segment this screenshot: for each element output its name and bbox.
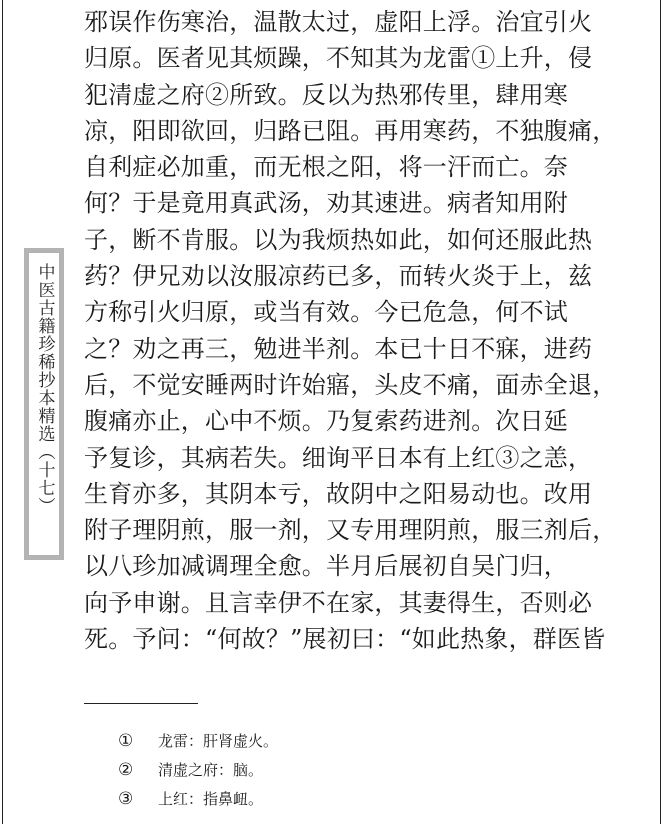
text-line: 归原。医者见其烦躁，不知其为龙雷①上升，侵	[84, 44, 593, 73]
footnote-1	[118, 727, 518, 756]
text-line: 予复诊，其病若失。细询平日本有上红③之恙，	[84, 443, 593, 472]
series-side-label	[24, 248, 64, 560]
text-line: 之？劝之再三，勉进半剂。本已十日不寐，进药	[84, 334, 593, 363]
page-edge-right	[660, 0, 661, 824]
footnote-marker: ③	[118, 789, 134, 809]
text-line: 子，断不肯服。以为我烦热如此，如何还服此热	[84, 225, 593, 254]
text-line: 方称引火归原，或当有效。今已危急，何不试	[84, 298, 568, 327]
main-text	[84, 4, 617, 657]
text-line: 药？伊兄劝以汝服凉药已多，而转火炎于上，兹	[84, 262, 593, 291]
text-line: 死。予问：“何故？”展初曰：“如此热象，群医皆	[84, 625, 606, 654]
text-line: 凉，阳即欲回，归路已阻。再用寒药，不独腹痛，	[84, 116, 617, 145]
text-line: 附子理阴煎，服一剂，又专用理阴煎，服三剂后，	[84, 516, 617, 545]
footnote-marker: ①	[118, 731, 134, 751]
footnote-2	[118, 756, 518, 785]
series-title: 中医古籍珍稀抄本精选（十七）	[34, 263, 55, 515]
text-line: 以八珍加减调理全愈。半月后展初自吴门归，	[84, 552, 568, 581]
text-line: 邪误作伤寒治，温散太过，虚阳上浮。治宜引火	[84, 8, 593, 36]
text-line: 犯清虚之府②所致。反以为热邪传里，肆用寒	[84, 80, 568, 109]
footnote-text: 上红：指鼻衄。	[158, 790, 264, 808]
footnote-marker: ②	[118, 760, 134, 780]
footnotes	[118, 727, 518, 814]
footnote-text: 清虚之府：脑。	[158, 761, 264, 779]
footnote-3	[118, 785, 518, 814]
page-edge-left	[2, 0, 3, 824]
footnote-divider	[84, 703, 198, 704]
text-line: 生育亦多，其阴本亏，故阴中之阳易动也。改用	[84, 479, 593, 508]
text-line: 自利症必加重，而无根之阳，将一汗而亡。奈	[84, 153, 568, 182]
footnote-text: 龙雷：肝肾虚火。	[158, 732, 279, 750]
text-line: 腹痛亦止，心中不烦。乃复索药进剂。次日延	[84, 407, 568, 436]
text-line: 向予申谢。且言幸伊不在家，其妻得生，否则必	[84, 588, 593, 617]
text-line: 后，不觉安睡两时许始寤，头皮不痛，面赤全退，	[84, 370, 617, 399]
text-line: 何？于是竟用真武汤，劝其速进。病者知用附	[84, 189, 568, 218]
